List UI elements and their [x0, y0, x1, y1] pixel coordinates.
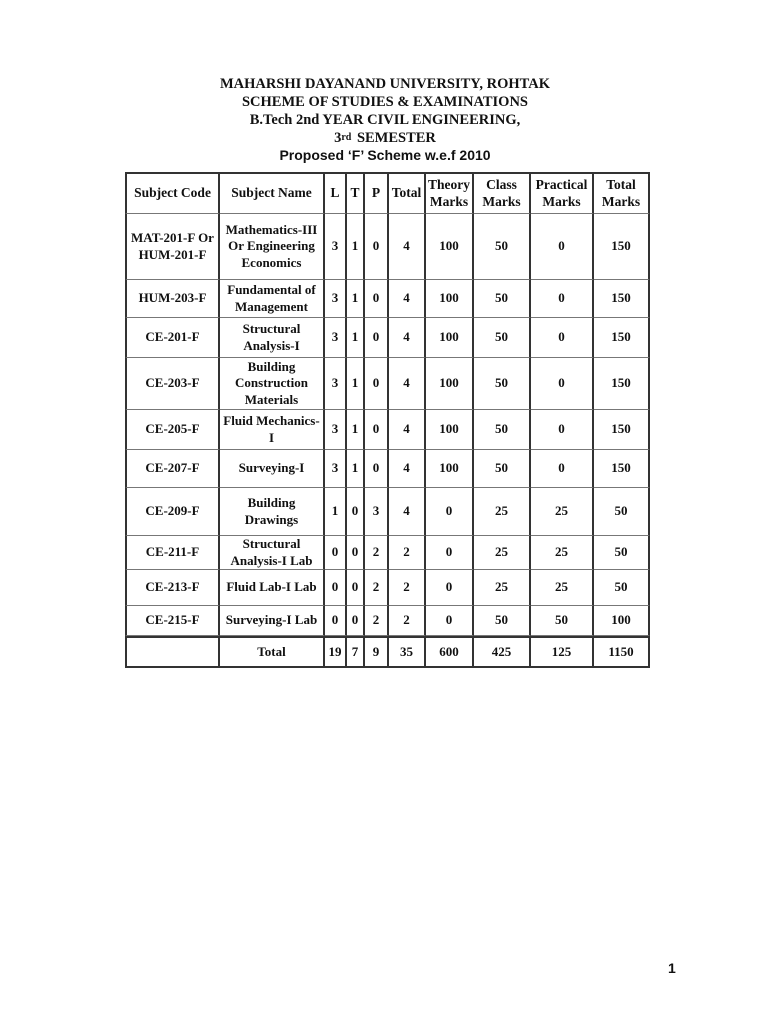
total-hours-cell: 4 [389, 318, 426, 358]
total-marks-cell: 150 [594, 358, 650, 410]
proposed-scheme: Proposed ‘F’ Scheme w.e.f 2010 [279, 147, 491, 163]
tutorial-cell: 0 [347, 606, 365, 636]
lecture-cell: 19 [325, 636, 347, 668]
subject-name-cell: Building Drawings [220, 488, 325, 536]
practical-marks-cell: 25 [531, 488, 594, 536]
theory-marks-cell: 0 [426, 536, 474, 570]
page-number: 1 [668, 960, 676, 976]
practical-marks-cell: 0 [531, 358, 594, 410]
total-hours-cell: 4 [389, 488, 426, 536]
class-marks-cell: 50 [474, 318, 531, 358]
scheme-table [125, 172, 650, 668]
subject-code-cell: Subject Code [125, 172, 220, 214]
practical-cell: P [365, 172, 389, 214]
total-marks-cell: Total Marks [594, 172, 650, 214]
lecture-cell: 3 [325, 450, 347, 488]
total-marks-cell: 150 [594, 450, 650, 488]
subject-name-cell: Total [220, 636, 325, 668]
table-row [125, 536, 650, 570]
practical-marks-cell: 0 [531, 214, 594, 280]
table-row [125, 318, 650, 358]
semester-word: SEMESTER [356, 130, 436, 146]
lecture-cell: 3 [325, 280, 347, 318]
university-title: MAHARSHI DAYANAND UNIVERSITY, ROHTAK [219, 76, 551, 92]
tutorial-cell: 0 [347, 536, 365, 570]
theory-marks-cell: 100 [426, 214, 474, 280]
theory-marks-cell: Theory Marks [426, 172, 474, 214]
total-hours-cell: 35 [389, 636, 426, 668]
total-hours-cell: 4 [389, 280, 426, 318]
table-row [125, 280, 650, 318]
subject-code-cell: CE-209-F [125, 488, 220, 536]
subject-code-cell: CE-211-F [125, 536, 220, 570]
subject-name-cell: Mathematics-III Or Engineering Economics [220, 214, 325, 280]
lecture-cell: 3 [325, 318, 347, 358]
subject-name-cell: Building Construction Materials [220, 358, 325, 410]
subject-code-cell: CE-205-F [125, 410, 220, 450]
class-marks-cell: 50 [474, 450, 531, 488]
total-hours-cell: 2 [389, 536, 426, 570]
total-marks-cell: 50 [594, 536, 650, 570]
lecture-cell: 0 [325, 570, 347, 606]
class-marks-cell: 50 [474, 214, 531, 280]
lecture-cell: 0 [325, 606, 347, 636]
subject-code-cell: MAT-201-F Or HUM-201-F [125, 214, 220, 280]
practical-cell: 0 [365, 214, 389, 280]
table-row [125, 358, 650, 410]
total-marks-cell: 150 [594, 280, 650, 318]
practical-marks-cell: 0 [531, 410, 594, 450]
class-marks-cell: 25 [474, 570, 531, 606]
theory-marks-cell: 100 [426, 410, 474, 450]
subject-name-cell: Surveying-I [220, 450, 325, 488]
subject-code-cell: CE-215-F [125, 606, 220, 636]
practical-cell: 0 [365, 358, 389, 410]
subject-code-cell: CE-203-F [125, 358, 220, 410]
subject-name-cell: Subject Name [220, 172, 325, 214]
tutorial-cell: 1 [347, 450, 365, 488]
tutorial-cell: 1 [347, 214, 365, 280]
subject-code-cell [125, 636, 220, 668]
practical-marks-cell: 25 [531, 536, 594, 570]
practical-marks-cell: 0 [531, 280, 594, 318]
class-marks-cell: Class Marks [474, 172, 531, 214]
theory-marks-cell: 600 [426, 636, 474, 668]
total-marks-cell: 150 [594, 318, 650, 358]
theory-marks-cell: 0 [426, 570, 474, 606]
practical-cell: 3 [365, 488, 389, 536]
total-hours-cell: Total [389, 172, 426, 214]
subject-name-cell: Structural Analysis-I [220, 318, 325, 358]
total-hours-cell: 4 [389, 358, 426, 410]
course-title: B.Tech 2nd YEAR CIVIL ENGINEERING, [249, 112, 521, 128]
practical-marks-cell: 25 [531, 570, 594, 606]
semester-number: 3 [334, 130, 342, 146]
class-marks-cell: 25 [474, 488, 531, 536]
total-marks-cell: 50 [594, 488, 650, 536]
tutorial-cell: T [347, 172, 365, 214]
lecture-cell: 0 [325, 536, 347, 570]
practical-marks-cell: 125 [531, 636, 594, 668]
subject-name-cell: Fundamental of Management [220, 280, 325, 318]
total-hours-cell: 4 [389, 214, 426, 280]
practical-cell: 2 [365, 536, 389, 570]
lecture-cell: L [325, 172, 347, 214]
subject-name-cell: Fluid Mechanics-I [220, 410, 325, 450]
tutorial-cell: 7 [347, 636, 365, 668]
table-row [125, 488, 650, 536]
lecture-cell: 3 [325, 214, 347, 280]
total-hours-cell: 4 [389, 450, 426, 488]
theory-marks-cell: 100 [426, 358, 474, 410]
practical-cell: 0 [365, 450, 389, 488]
class-marks-cell: 50 [474, 280, 531, 318]
practical-cell: 0 [365, 410, 389, 450]
total-marks-cell: 50 [594, 570, 650, 606]
practical-cell: 2 [365, 570, 389, 606]
theory-marks-cell: 0 [426, 606, 474, 636]
table-total-row [125, 636, 650, 668]
lecture-cell: 3 [325, 410, 347, 450]
practical-marks-cell: 0 [531, 318, 594, 358]
total-marks-cell: 100 [594, 606, 650, 636]
theory-marks-cell: 100 [426, 450, 474, 488]
subject-name-cell: Fluid Lab-I Lab [220, 570, 325, 606]
practical-marks-cell: 0 [531, 450, 594, 488]
theory-marks-cell: 0 [426, 488, 474, 536]
total-hours-cell: 2 [389, 606, 426, 636]
class-marks-cell: 25 [474, 536, 531, 570]
scheme-table-body [125, 172, 650, 668]
subject-name-cell: Surveying-I Lab [220, 606, 325, 636]
class-marks-cell: 50 [474, 410, 531, 450]
tutorial-cell: 1 [347, 358, 365, 410]
table-row [125, 410, 650, 450]
practical-cell: 0 [365, 318, 389, 358]
tutorial-cell: 1 [347, 280, 365, 318]
table-row [125, 606, 650, 636]
practical-marks-cell: 50 [531, 606, 594, 636]
subject-code-cell: CE-207-F [125, 450, 220, 488]
table-row [125, 570, 650, 606]
subject-code-cell: CE-201-F [125, 318, 220, 358]
practical-cell: 2 [365, 606, 389, 636]
practical-marks-cell: Practical Marks [531, 172, 594, 214]
tutorial-cell: 1 [347, 410, 365, 450]
subject-name-cell: Structural Analysis-I Lab [220, 536, 325, 570]
theory-marks-cell: 100 [426, 280, 474, 318]
scheme-title: SCHEME OF STUDIES & EXAMINATIONS [241, 94, 528, 110]
table-row [125, 214, 650, 280]
table-header-row [125, 172, 650, 214]
class-marks-cell: 50 [474, 358, 531, 410]
semester-suffix: rd [341, 132, 352, 143]
subject-code-cell: CE-213-F [125, 570, 220, 606]
table-row [125, 450, 650, 488]
subject-code-cell: HUM-203-F [125, 280, 220, 318]
total-marks-cell: 150 [594, 410, 650, 450]
total-hours-cell: 4 [389, 410, 426, 450]
class-marks-cell: 425 [474, 636, 531, 668]
practical-cell: 9 [365, 636, 389, 668]
tutorial-cell: 0 [347, 570, 365, 606]
total-marks-cell: 1150 [594, 636, 650, 668]
total-hours-cell: 2 [389, 570, 426, 606]
tutorial-cell: 1 [347, 318, 365, 358]
lecture-cell: 1 [325, 488, 347, 536]
total-marks-cell: 150 [594, 214, 650, 280]
practical-cell: 0 [365, 280, 389, 318]
tutorial-cell: 0 [347, 488, 365, 536]
class-marks-cell: 50 [474, 606, 531, 636]
theory-marks-cell: 100 [426, 318, 474, 358]
lecture-cell: 3 [325, 358, 347, 410]
